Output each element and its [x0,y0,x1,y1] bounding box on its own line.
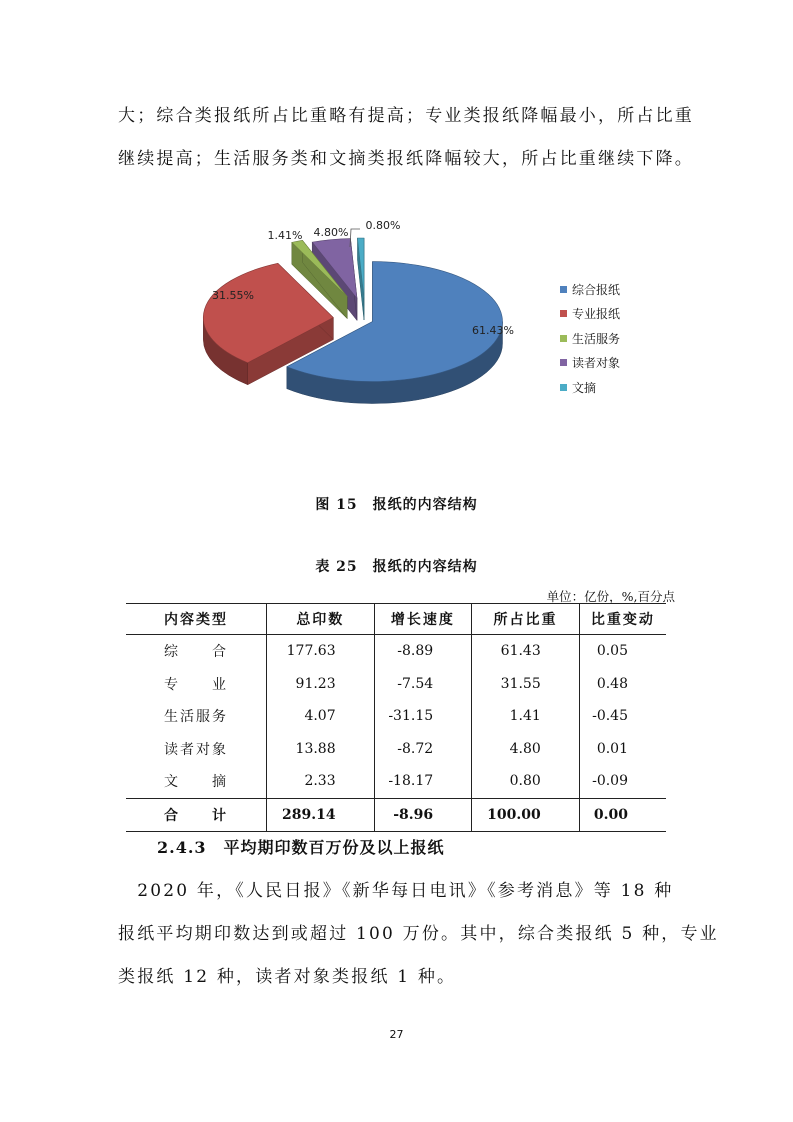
cell-total-prints: 13.88 [267,733,375,766]
table-row [126,765,666,798]
legend-label: 文摘 [572,380,597,395]
cell-type: 综 合 [164,644,228,661]
cell-share: 31.55 [472,668,580,701]
chart-legend [560,277,620,400]
legend-swatch [560,384,567,391]
legend-item [560,277,620,302]
data-label: 61.43% [472,324,514,337]
data-label: 31.55% [212,289,254,302]
unit-note: 单位：亿份，%,百分点 [546,589,675,604]
cell-growth: -8.89 [374,635,472,668]
pie-slice [357,238,364,320]
table-row [126,700,666,733]
legend-label: 生活服务 [572,331,621,346]
table-row [126,668,666,701]
column-header: 所占比重 [472,604,580,635]
legend-item [560,302,620,327]
column-header: 增长速度 [374,604,472,635]
cell-type: 专 业 [164,676,228,693]
cell-share-change: 0.05 [579,635,666,668]
table-header-row [126,604,666,635]
legend-swatch [560,286,567,293]
cell-total-prints: 289.14 [267,798,375,832]
legend-swatch [560,359,567,366]
table-row [126,635,666,668]
cell-share-change: 0.01 [579,733,666,766]
page-number: 27 [389,1028,404,1041]
legend-label: 专业报纸 [572,307,621,322]
legend-label: 读者对象 [572,356,621,371]
table-row [126,733,666,766]
cell-share-change: 0.48 [579,668,666,701]
legend-swatch [560,335,567,342]
pie-chart [170,205,550,425]
content-structure-table [126,603,666,832]
cell-growth: -31.15 [374,700,472,733]
legend-label: 综合报纸 [572,282,621,297]
body-line-1: 2020 年，《人民日报》《新华每日电讯》《参考消息》等 18 种 [118,881,674,901]
column-header: 总印数 [267,604,375,635]
cell-type: 读者对象 [164,741,228,758]
legend-item [560,375,620,400]
cell-growth: -8.72 [374,733,472,766]
data-label: 4.80% [313,226,349,239]
cell-share-change: -0.45 [579,700,666,733]
intro-line-2: 继续提高；生活服务类和文摘类报纸降幅较大，所占比重继续下降。 [118,149,694,169]
legend-item [560,351,620,376]
legend-item [560,326,620,351]
cell-share: 4.80 [472,733,580,766]
cell-type: 生活服务 [164,709,228,726]
cell-share: 0.80 [472,765,580,798]
cell-share-change: -0.09 [579,765,666,798]
column-header: 内容类型 [126,604,267,635]
intro-line-1: 大；综合类报纸所占比重略有提高；专业类报纸降幅最小，所占比重 [118,106,694,126]
cell-total-prints: 2.33 [267,765,375,798]
cell-total-prints: 177.63 [267,635,375,668]
legend-swatch [560,310,567,317]
figure-caption: 图 15 报纸的内容结构 [315,497,478,513]
cell-growth: -8.96 [374,798,472,832]
cell-growth: -7.54 [374,668,472,701]
cell-total-prints: 4.07 [267,700,375,733]
cell-type: 合 计 [126,798,267,832]
section-heading: 2.4.3 平均期印数百万份及以上报纸 [157,838,445,857]
data-label: 0.80% [365,219,401,232]
cell-type: 文 摘 [164,774,228,791]
data-label: 1.41% [267,229,303,242]
column-header: 比重变动 [579,604,666,635]
cell-share: 100.00 [472,798,580,832]
body-line-3: 类报纸 12 种，读者对象类报纸 1 种。 [118,967,457,987]
cell-share-change: 0.00 [579,798,666,832]
cell-share: 61.43 [472,635,580,668]
table-caption: 表 25 报纸的内容结构 [315,559,478,575]
body-line-2: 报纸平均期印数达到或超过 100 万份。其中，综合类报纸 5 种，专业 [118,924,719,944]
cell-growth: -18.17 [374,765,472,798]
table-total-row [126,798,666,832]
cell-share: 1.41 [472,700,580,733]
cell-total-prints: 91.23 [267,668,375,701]
